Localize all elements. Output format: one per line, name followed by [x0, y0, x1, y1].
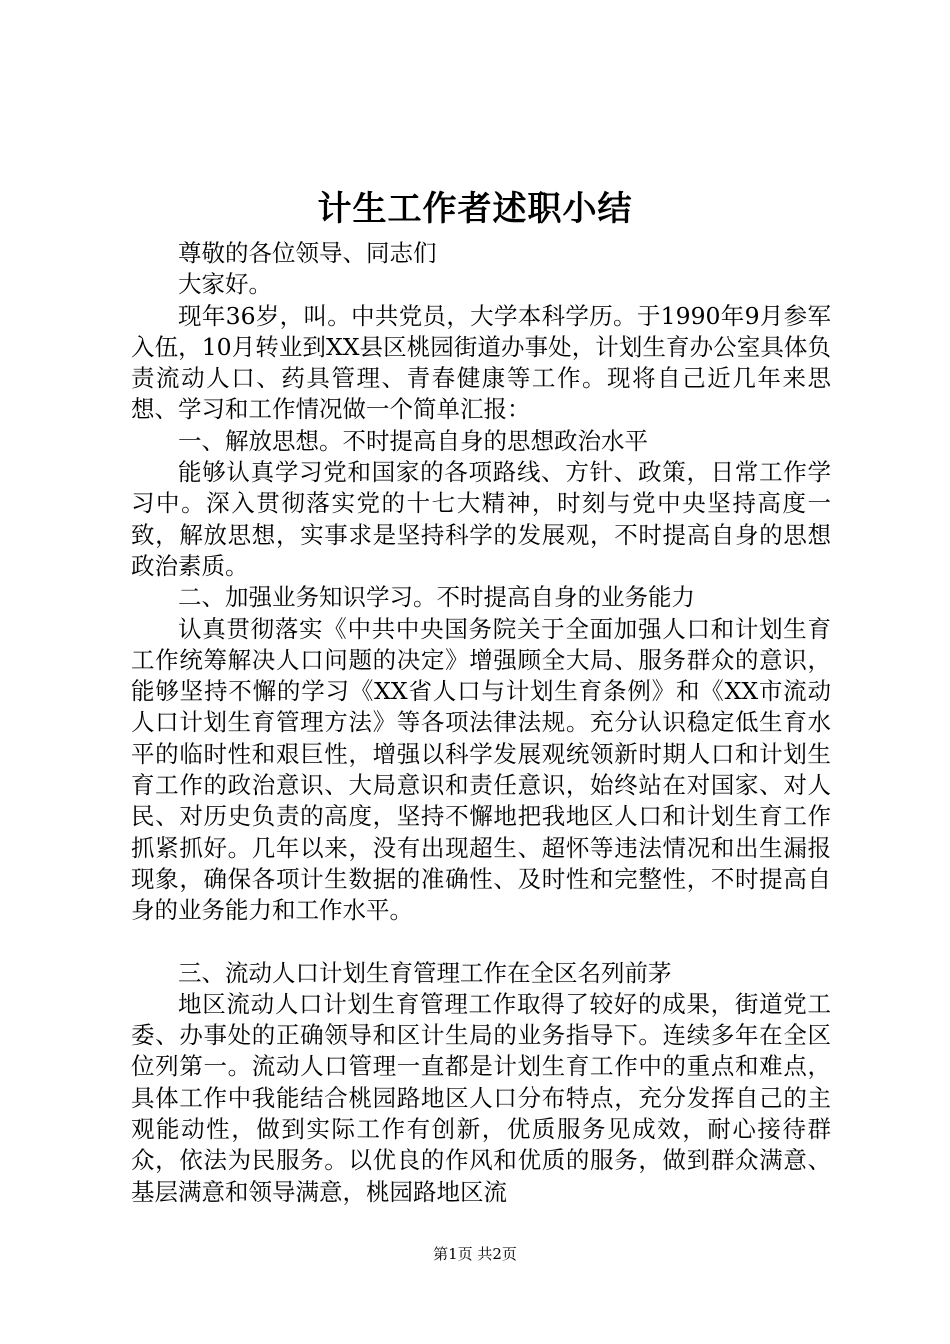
- section-paragraph-1: 能够认真学习党和国家的各项路线、方针、政策，日常工作学习中。深入贯彻落实党的十七大精神，时刻与党中央坚持高度一致，解放思想，实事求是坚持科学的发展观，不时提高自身的思想政治素质。: [131, 458, 831, 580]
- document-body: [131, 238, 831, 1208]
- section-paragraph-3: 地区流动人口计划生育管理工作取得了较好的成果，街道党工委、办事处的正确领导和区计生局的业务指导下。连续多年在全区位列第一。流动人口管理一直都是计划生育工作中的重点和难点，具体工作中我能结合桃园路地区人口分布特点，充分发挥自己的主观能动性，做到实际工作有创新，优质服务见成效，耐心接待群众，依法为民服务。以优良的作风和优质的服务，做到群众满意、基层满意和领导满意，桃园路地区流: [131, 989, 831, 1206]
- greeting: 大家好。: [178, 270, 272, 299]
- document-title: 计生工作者述职小结: [317, 189, 633, 229]
- section-heading-3: 三、流动人口计划生育管理工作在全区名列前茅: [178, 958, 672, 987]
- intro-paragraph: 现年36岁，叫。中共党员，大学本科学历。于1990年9月参军入伍，10月转业到XX县区桃园街道办事处，计划生育办公室具体负责流动人口、药具管理、青春健康等工作。现将自己近几年来思想、学习和工作情况做一个简单汇报：: [131, 301, 831, 424]
- section-heading-2: 二、加强业务知识学习。不时提高自身的业务能力: [178, 583, 695, 612]
- page-number-footer: 第1页 共2页: [433, 1245, 517, 1263]
- salutation: 尊敬的各位领导、同志们: [178, 239, 437, 267]
- section-paragraph-2: 认真贯彻落实《中共中央国务院关于全面加强人口和计划生育工作统筹解决人口问题的决定》增强顾全大局、服务群众的意识，能够坚持不懈的学习《XX省人口与计划生育条例》和《XX市流动人口计划生育管理方法》等各项法律法规。充分认识稳定低生育水平的临时性和艰巨性，增强以科学发展观统领新时期人口和计划生育工作的政治意识、大局意识和责任意识，始终站在对国家、对人民、对历史负责的高度，坚持不懈地把我地区人口和计划生育工作抓紧抓好。几年以来，没有出现超生、超怀等违法情况和出生漏报现象，确保各项计生数据的准确性、及时性和完整性，不时提高自身的业务能力和工作水平。: [131, 614, 831, 925]
- section-heading-1: 一、解放思想。不时提高自身的思想政治水平: [178, 426, 648, 455]
